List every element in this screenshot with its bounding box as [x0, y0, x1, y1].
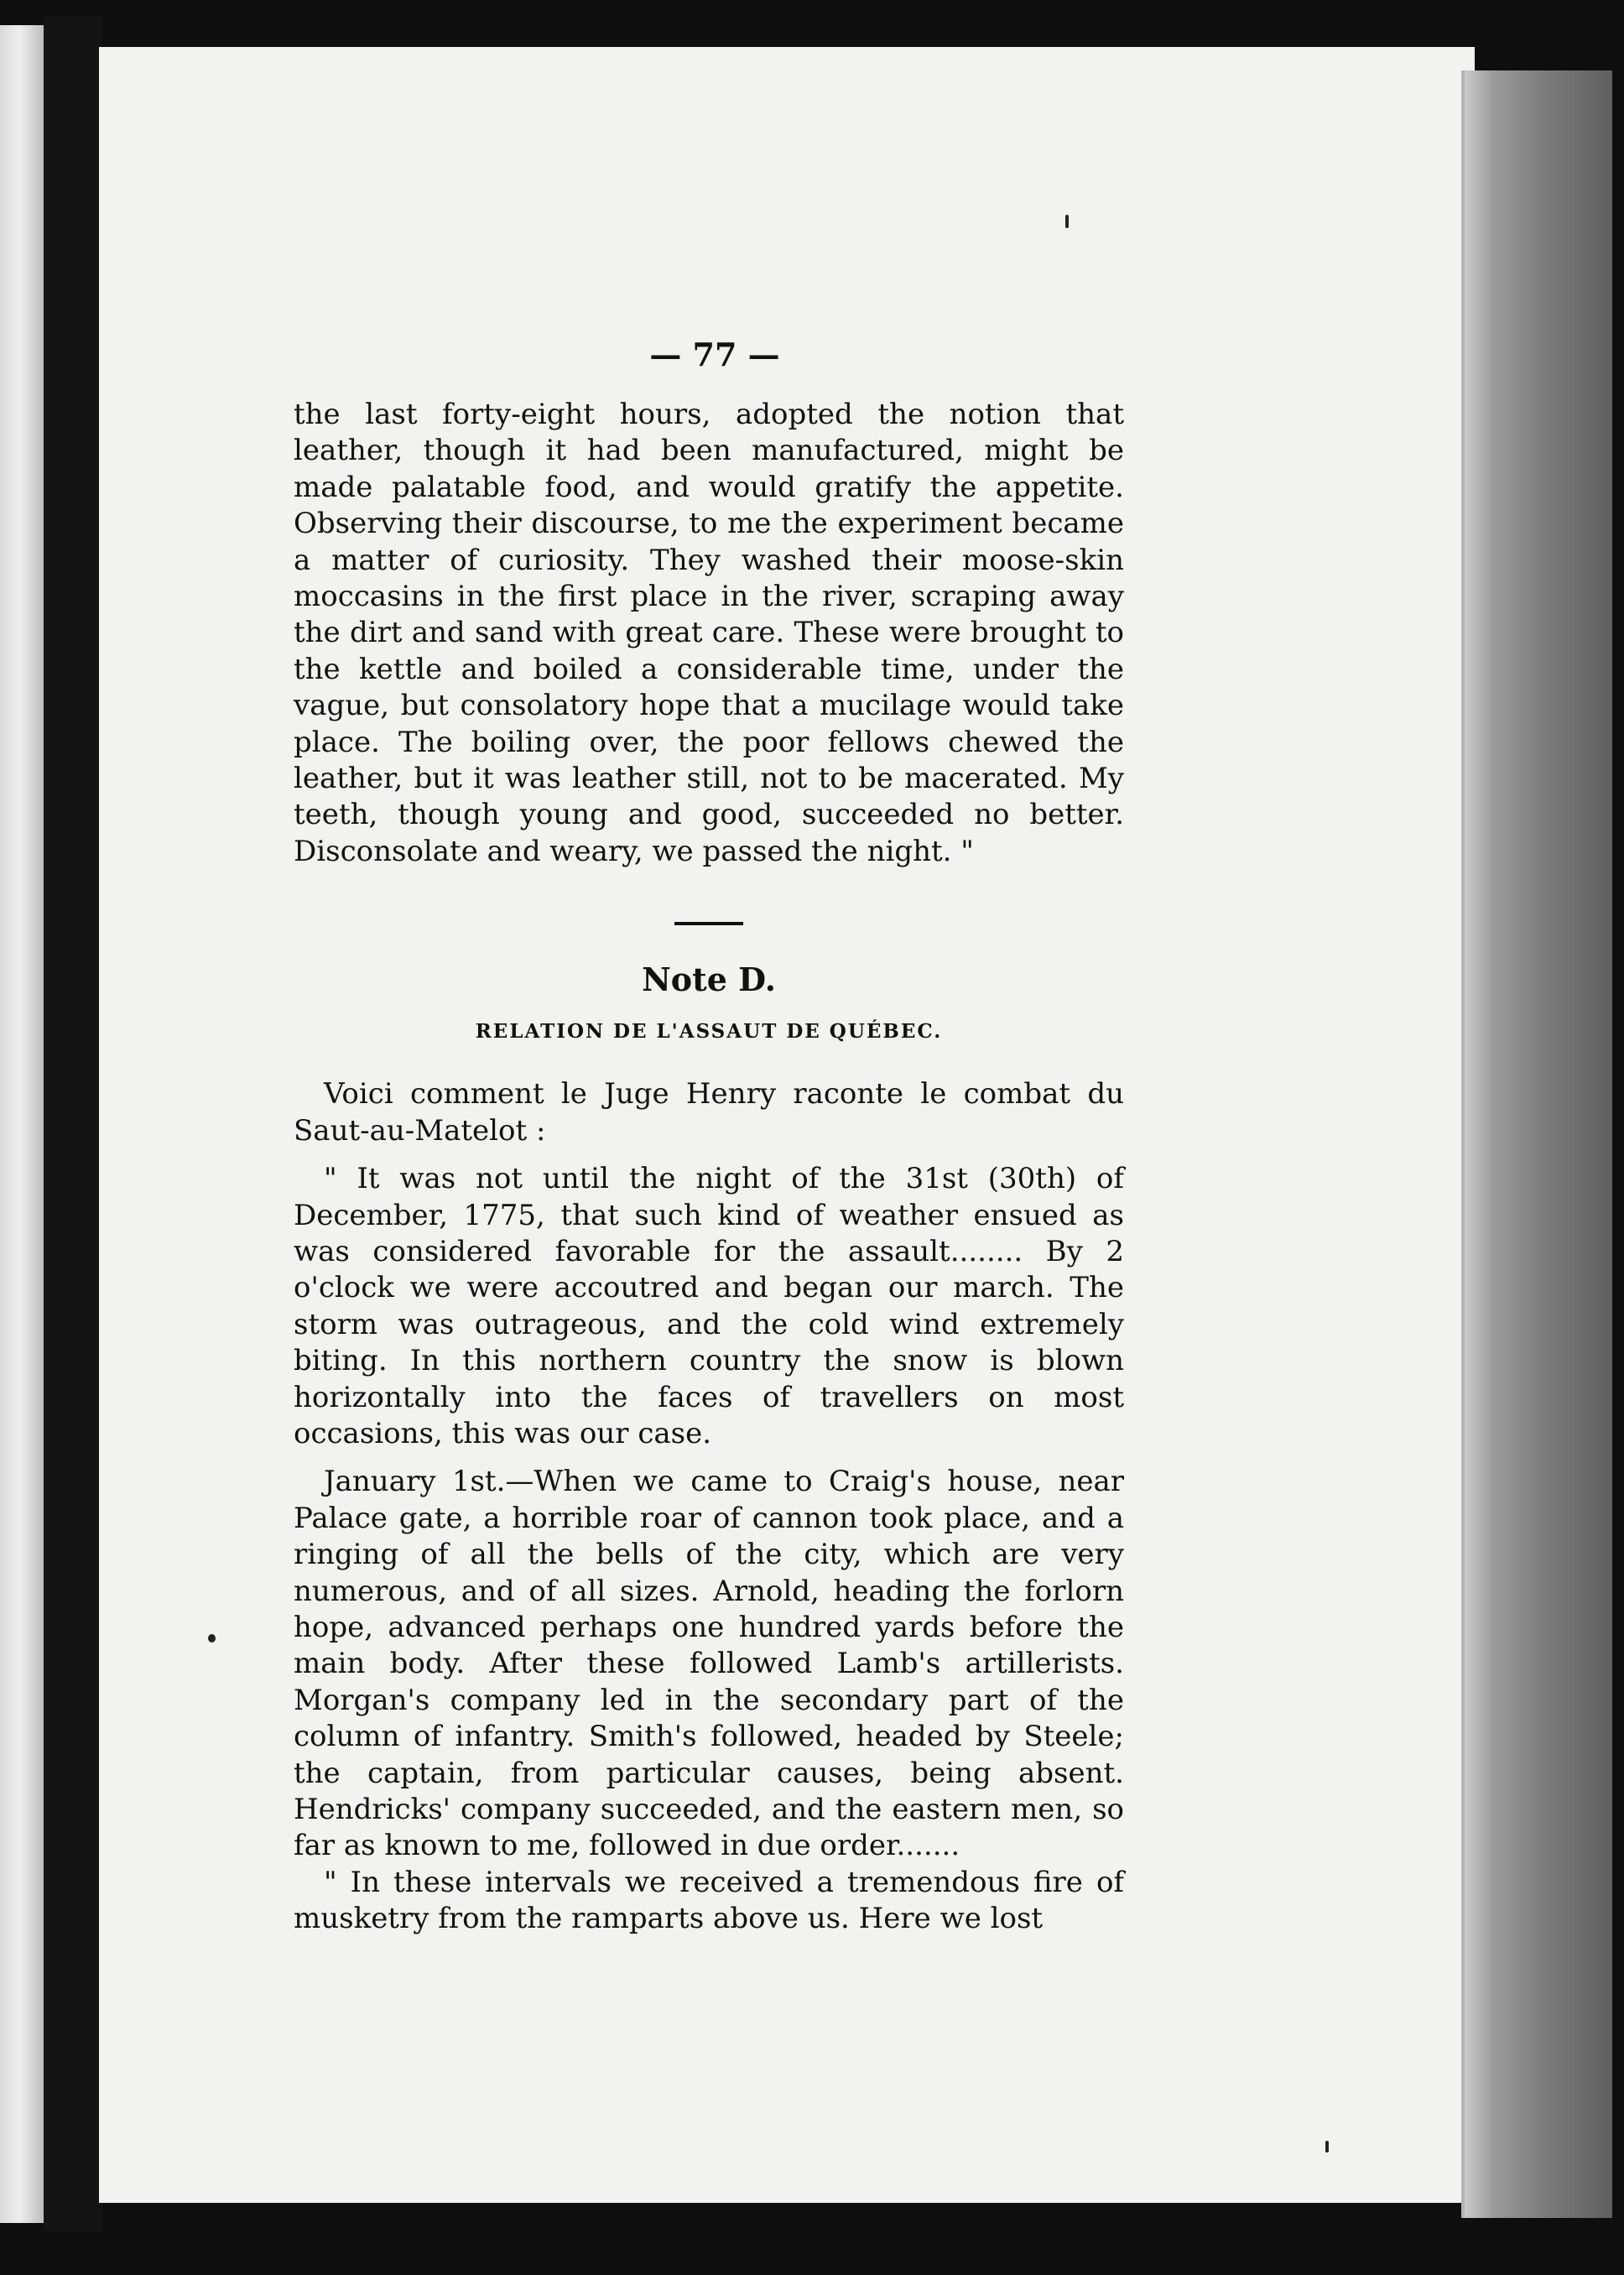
section-divider: [674, 922, 743, 925]
paragraph: " It was not until the night of the 31st (30th) of December, 1775, that such kind of weather ensued as was considered favorable for the assault........ By 2 o'clock we were accoutred and began our march. The storm was outrageous, and the cold wind extremely biting. In this northern country the snow is blown horizontally into the faces of travellers on most occasions, this was our case.: [294, 1162, 1124, 1450]
page-number: — 77 —: [649, 336, 780, 373]
page-edge-line: [1461, 70, 1465, 2218]
paragraph: " In these intervals we received a tremendous fire of musketry from the ramparts above us. Here we lost: [294, 1865, 1124, 1936]
note-subtitle: RELATION DE L'ASSAUT DE QUÉBEC.: [475, 1020, 943, 1044]
ink-speck: [1325, 2141, 1329, 2153]
book-gutter: [44, 17, 102, 2231]
note-title: Note D.: [642, 960, 776, 999]
opening-paragraph: the last forty-eight hours, adopted the notion that leather, though it had been manufactured, might be made palatable food, and would gratify the appetite. Observing their discourse, to me the experiment became a matter of curiosity. They washed their moose-skin moccasins in the first place in the river, scraping away the dirt and sand with great care. These were brought to the kettle and boiled a considerable time, under the vague, but consolatory hope that a mucilage would take place. The boiling over, the poor fellows chewed the leather, but it was leather still, not to be macerated. My teeth, though young and good, succeeded no better. Disconsolate and weary, we passed the night. ": [294, 398, 1124, 868]
ink-speck: [1065, 215, 1069, 228]
adjacent-page-edge: [0, 25, 44, 2223]
page-content: [294, 336, 1124, 1938]
paragraph: January 1st.—When we came to Craig's house, near Palace gate, a horrible roar of cannon took place, and a ringing of all the bells of the city, which are very numerous, and of all sizes. Arnold, heading the forlorn hope, advanced perhaps one hundred yards before the main body. After these followed Lamb's artillerists. Morgan's company led in the secondary part of the column of infantry. Smith's followed, headed by Steele; the captain, from particular causes, being absent. Hendricks' company succeeded, and the eastern men, so far as known to me, followed in due order.......: [294, 1465, 1124, 1863]
ink-speck: [208, 1634, 216, 1642]
page-stack-edge: [1461, 70, 1612, 2218]
paragraph: Voici comment le Juge Henry raconte le combat du Saut-au-Matelot :: [294, 1077, 1124, 1148]
